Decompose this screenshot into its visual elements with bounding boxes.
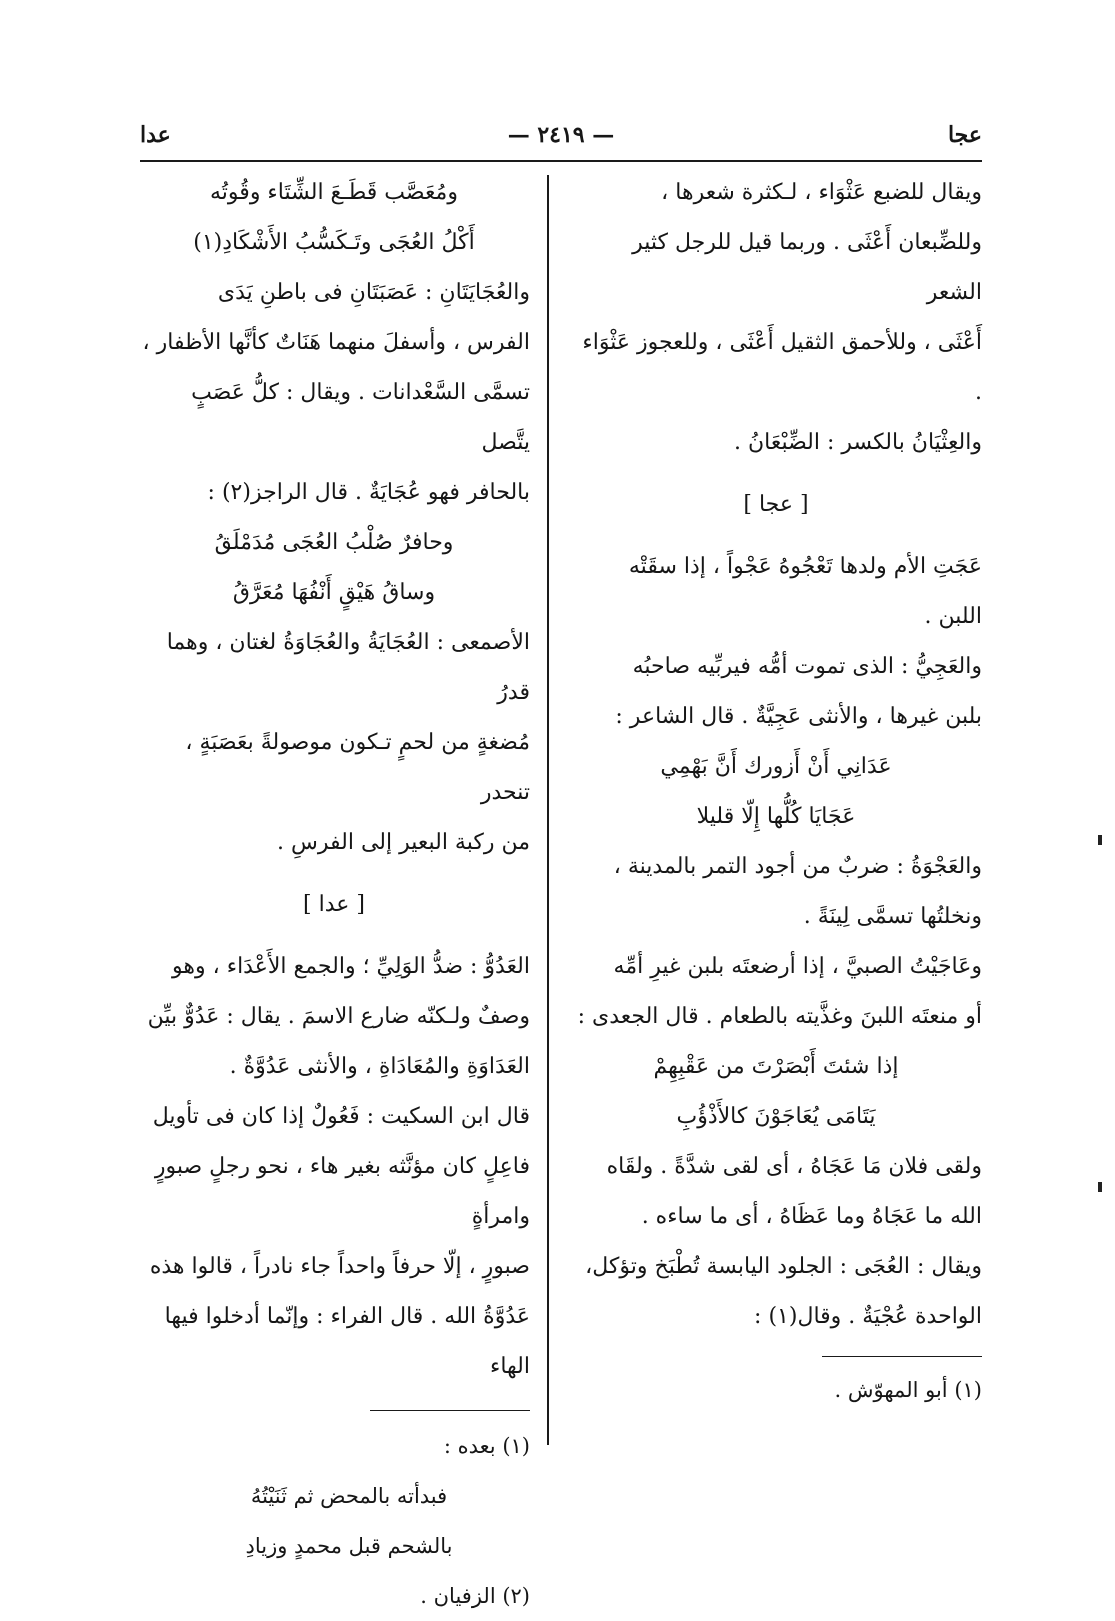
text-line: مُضغةٍ من لحمٍ تـكون موصولةً بعَصَبَةٍ ، تنحدر <box>185 730 530 805</box>
scan-mark <box>1098 835 1102 845</box>
verse-line: وحافرٌ صُلْبُ العُجَى مُدَمْلَقُ <box>214 530 454 555</box>
text-line: بلبن غيرها ، والأنثى عَجِيَّةٌ . قال الشاعر : <box>615 704 982 729</box>
footnote-rule <box>370 1410 530 1411</box>
text-line: والعَجْوَةُ : ضربٌ من أجود التمر بالمدينة ، <box>613 854 982 879</box>
text-line: صبورٍ ، إلّا حرفاً واحداً جاء نادراً ، قالوا هذه <box>149 1254 530 1279</box>
verse-line: أَكْلُ العُجَى وتَـكَسُّبُ الأَشْكَادِ(١) <box>193 230 475 255</box>
text-line: الواحدة عُجْيَةٌ . وقال(١) : <box>754 1304 982 1329</box>
footnote: (١) بعده : <box>443 1434 530 1458</box>
verse-line: يَتَامَى يُعَاجَوْنَ كالأَذْؤُبِ <box>676 1104 876 1129</box>
header-root-word-left: عدا <box>140 122 171 148</box>
header-root-word-right: عجا <box>947 122 982 148</box>
page-number: — ٢٤١٩ — <box>507 122 615 148</box>
text-line: فاعِلٍ كان مؤنَّثه بغير هاء ، نحو رجلٍ صبورٍ وامرأةٍ <box>154 1154 530 1229</box>
text-line: الأصمعى : العُجَايَةُ والعُجَاوَةُ لغتان ، وهما قدرُ <box>166 630 530 705</box>
text-line: عَجَتِ الأم ولدها تَعْجُوهُ عَجْواً ، إذا سقَتْه <box>628 554 982 579</box>
column-divider <box>547 175 549 1445</box>
header-rule <box>140 160 982 162</box>
text-line: ونخلتُها تسمَّى لِينَةً . <box>803 904 982 929</box>
text-line: ولقى فلان مَا عَجَاهُ ، أى لقى شدَّةً . ولقَاه <box>606 1154 982 1179</box>
text-line: وصفٌ ولـكنّه ضارع الاسمَ . يقال : عَدُوٌّ بيِّن <box>147 1004 530 1029</box>
text-line: أو منعتَه اللبنَ وغذَّيته بالطعام . قال الجعدى : <box>577 1004 982 1029</box>
text-line: عَدُوَّةُ الله . قال الفراء : وإنّما أدخلوا فيها الهاء <box>164 1304 530 1379</box>
text-line: وعَاجَيْتُ الصبيَّ ، إذا أرضعتَه بلبن غيرِ أمِّه <box>613 954 982 979</box>
text-line: والعِثْيَانُ بالكسر : الضِّبْعَانُ . <box>733 430 982 455</box>
entry-heading-ada: [ عدا ] <box>303 892 365 917</box>
text-line: تسمَّى السَّعْدانات . ويقال : كلُّ عَصَبٍ يتَّصل <box>191 380 530 455</box>
verse-line: إذا شئتَ أَبْصَرْتَ من عَقْبِهِمْ <box>653 1054 899 1079</box>
scan-mark <box>1098 1182 1102 1192</box>
footnote: (٢) الزفيان . <box>420 1584 530 1608</box>
page-header <box>140 118 982 158</box>
text-line: وللضِّبعان أَعْثَى . وربما قيل للرجل كثير الشعر <box>632 230 982 305</box>
text-line: العَدَاوَةِ والمُعَادَاةِ ، والأنثى عَدُوَّةٌ . <box>229 1054 530 1079</box>
verse-line: وساقُ هَيْقٍ أَنْفُهَا مُعَرَّقُ <box>232 580 436 605</box>
text-line: اللبن . <box>924 604 982 629</box>
verse-line: عَدَانِي أَنْ أَزورك أَنَّ بَهْمِي <box>660 754 892 779</box>
text-line: والعَجِيُّ : الذى تموت أمُّه فيربِّيه صاحبُه <box>632 654 982 679</box>
verse-line: ومُعَصَّب قَطَـعَ الشِّتَاء وقُوتُه <box>210 180 458 205</box>
right-column <box>570 168 982 1415</box>
footnote-verse-line: فبدأته بالمحض ثم ثَنَيْتُهُ <box>250 1484 448 1508</box>
footnote: (١) أبو المهوّش . <box>834 1378 982 1402</box>
entry-heading-aja: [ عجا ] <box>743 492 809 517</box>
text-line: الفرس ، وأسفلَ منهما هَنَاتٌ كأنَّها الأظفار ، <box>142 330 530 355</box>
footnote-verse-line: بالشحم قبل محمدٍ وزيادِ <box>245 1534 453 1558</box>
verse-line: عَجَايَا كُلُّها إِلّا قليلا <box>696 804 856 829</box>
left-column <box>138 168 530 1621</box>
text-line: العَدُوُّ : ضدُّ الوَلِيِّ ؛ والجمع الأَعْدَاء ، وهو <box>172 954 530 979</box>
text-line: من ركبة البعير إلى الفرسِ . <box>277 830 530 855</box>
text-line: ويقال : العُجَى : الجلود اليابسة تُطْبَخ وتؤكل، <box>585 1254 982 1279</box>
text-line: الله ما عَجَاهُ وما عَظَاهُ ، أى ما ساءه . <box>641 1204 982 1229</box>
footnote-rule <box>822 1356 982 1357</box>
text-line: ويقال للضبع عَثْوَاء ، لـكثرة شعرها ، <box>661 180 982 205</box>
text-line: قال ابن السكيت : فَعُولٌ إذا كان فى تأويل <box>152 1104 530 1129</box>
text-line: والعُجَايَتَانِ : عَصَبَتَانِ فى باطنِ يَدَى <box>217 280 530 305</box>
text-line: بالحافر فهو عُجَايَةٌ . قال الراجز(٢) : <box>207 480 530 505</box>
text-line: أَعْثَى ، وللأحمق الثقيل أَعْثَى ، وللعجوز عَثْوَاء . <box>582 330 982 405</box>
